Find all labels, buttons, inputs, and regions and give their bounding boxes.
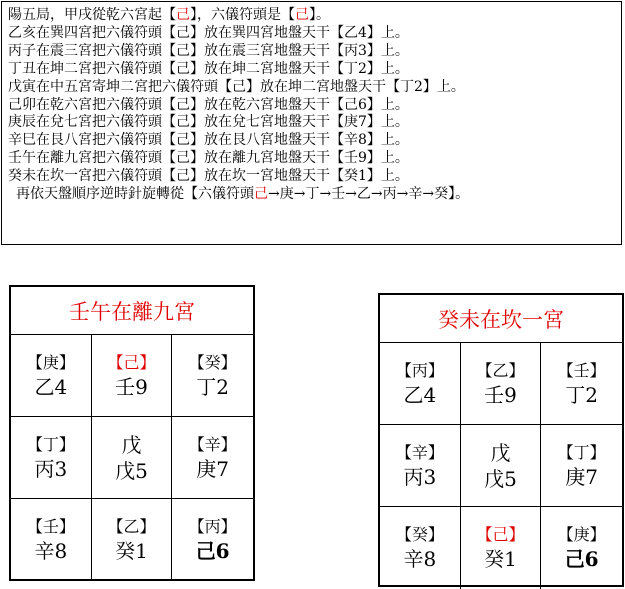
text-segment: 丁丑在坤二宮把六儀符頭【己】放在坤二宮地盤天干【丁2】上。 [8, 60, 409, 77]
heaven-plate-stem: 【庚】 [557, 525, 606, 544]
palace-cell [92, 417, 173, 499]
text-segment: 丙子在震三宮把六儀符頭【己】放在震三宮地盤天干【丙3】上。 [8, 42, 409, 59]
heaven-plate-stem: 【癸】 [395, 525, 444, 544]
earth-plate-stem: 丙3 [403, 464, 437, 489]
earth-plate-stem: 辛8 [403, 547, 437, 571]
highlight-text: 己 [176, 7, 190, 23]
grid-title: 壬午在離九宮 [11, 287, 253, 335]
earth-plate-stem: 己6 [195, 539, 230, 563]
earth-plate-stem: 乙4 [34, 374, 68, 399]
palace-cell [380, 507, 461, 589]
text-segment: 】。 [309, 7, 330, 23]
palace-cell [172, 335, 253, 417]
earth-plate-stem: 癸1 [115, 539, 148, 563]
heaven-plate-stem: 【壬】 [26, 517, 75, 536]
heaven-plate-stem: 【庚】 [26, 352, 75, 372]
text-segment: 癸未在坎一宮把六儀符頭【己】放在坎一宮地盤天干【癸1】上。 [8, 168, 409, 185]
heaven-plate-stem: 【丙】 [188, 517, 237, 536]
text-line [8, 150, 621, 168]
heaven-plate-stem: 【乙】 [476, 360, 525, 380]
palace-cell [461, 425, 542, 507]
text-line [8, 79, 621, 97]
highlight-text: 己 [254, 186, 268, 203]
heaven-plate-stem: 【癸】 [188, 352, 237, 372]
heaven-plate-stem: 【辛】 [395, 442, 444, 462]
text-segment: 辛巳在艮八宮把六儀符頭【己】放在艮八宮地盤天干【辛8】上。 [8, 132, 409, 149]
text-line [8, 61, 621, 79]
earth-plate-stem: 戊5 [484, 466, 517, 491]
text-segment: →庚→丁→壬→乙→丙→辛→癸】。 [268, 186, 470, 203]
nine-palace-grid-1 [9, 285, 255, 581]
heaven-plate-stem: 【乙】 [107, 517, 156, 536]
earth-plate-stem: 庚7 [565, 464, 599, 489]
nine-palace-grid-2 [378, 293, 624, 587]
palace-cell [11, 335, 92, 417]
text-line [8, 114, 621, 132]
text-segment: 】，六儀符頭是【 [190, 7, 295, 23]
text-segment: 戊寅在中五宮寄坤二宮把六儀符頭【己】放在坤二宮地盤天干【丁2】上。 [8, 78, 465, 95]
text-line [8, 168, 621, 186]
palace-cell [541, 343, 622, 425]
earth-plate-stem: 庚7 [196, 456, 230, 481]
text-line [8, 186, 621, 204]
grid-title: 癸未在坎一宮 [380, 295, 622, 343]
palace-cell [541, 425, 622, 507]
text-segment: 己卯在乾六宮把六儀符頭【己】放在乾六宮地盤天干【己6】上。 [8, 96, 409, 113]
palace-cell [92, 499, 173, 581]
explanation-text-box [1, 1, 622, 245]
palace-cell [380, 425, 461, 507]
text-line [8, 97, 621, 115]
text-line [8, 7, 621, 25]
text-segment: 再依天盤順序逆時針旋轉從【六儀符頭 [16, 186, 254, 203]
heaven-plate-stem: 【壬】 [557, 360, 606, 380]
earth-plate-stem: 壬9 [115, 374, 148, 399]
text-segment: 壬午在離九宮把六儀符頭【己】放在離九宮地盤天干【壬9】上。 [8, 150, 409, 167]
heaven-plate-stem: 戊 [490, 440, 511, 465]
earth-plate-stem: 丙3 [34, 456, 68, 481]
text-segment: 乙亥在巽四宮把六儀符頭【己】放在巽四宮地盤天干【乙4】上。 [8, 24, 409, 41]
palace-cell [380, 343, 461, 425]
earth-plate-stem: 辛8 [34, 539, 68, 563]
palace-cell [11, 499, 92, 581]
earth-plate-stem: 癸1 [484, 547, 517, 571]
palace-cell [541, 507, 622, 589]
earth-plate-stem: 壬9 [484, 382, 517, 407]
highlight-text: 己 [295, 7, 309, 23]
heaven-plate-stem: 【辛】 [188, 434, 237, 454]
text-line [8, 25, 621, 43]
grid-cells [380, 343, 622, 589]
earth-plate-stem: 乙4 [403, 382, 437, 407]
earth-plate-stem: 戊5 [115, 458, 148, 483]
text-segment: 陽五局，甲戌從乾六宮起【 [8, 7, 176, 23]
heaven-plate-stem: 戊 [121, 432, 142, 457]
heaven-plate-stem: 【己】 [107, 352, 156, 372]
earth-plate-stem: 己6 [564, 547, 599, 571]
palace-cell [172, 417, 253, 499]
heaven-plate-stem: 【己】 [476, 525, 525, 544]
palace-cell [172, 499, 253, 581]
earth-plate-stem: 丁2 [196, 374, 230, 399]
palace-cell [461, 343, 542, 425]
text-segment: 庚辰在兌七宮把六儀符頭【己】放在兌七宮地盤天干【庚7】上。 [8, 114, 409, 131]
earth-plate-stem: 丁2 [565, 382, 599, 407]
grid-cells [11, 335, 253, 581]
heaven-plate-stem: 【丁】 [557, 442, 606, 462]
palace-cell [11, 417, 92, 499]
heaven-plate-stem: 【丁】 [26, 434, 75, 454]
palace-cell [461, 507, 542, 589]
heaven-plate-stem: 【丙】 [395, 360, 444, 380]
text-line [8, 43, 621, 61]
palace-cell [92, 335, 173, 417]
text-line [8, 132, 621, 150]
